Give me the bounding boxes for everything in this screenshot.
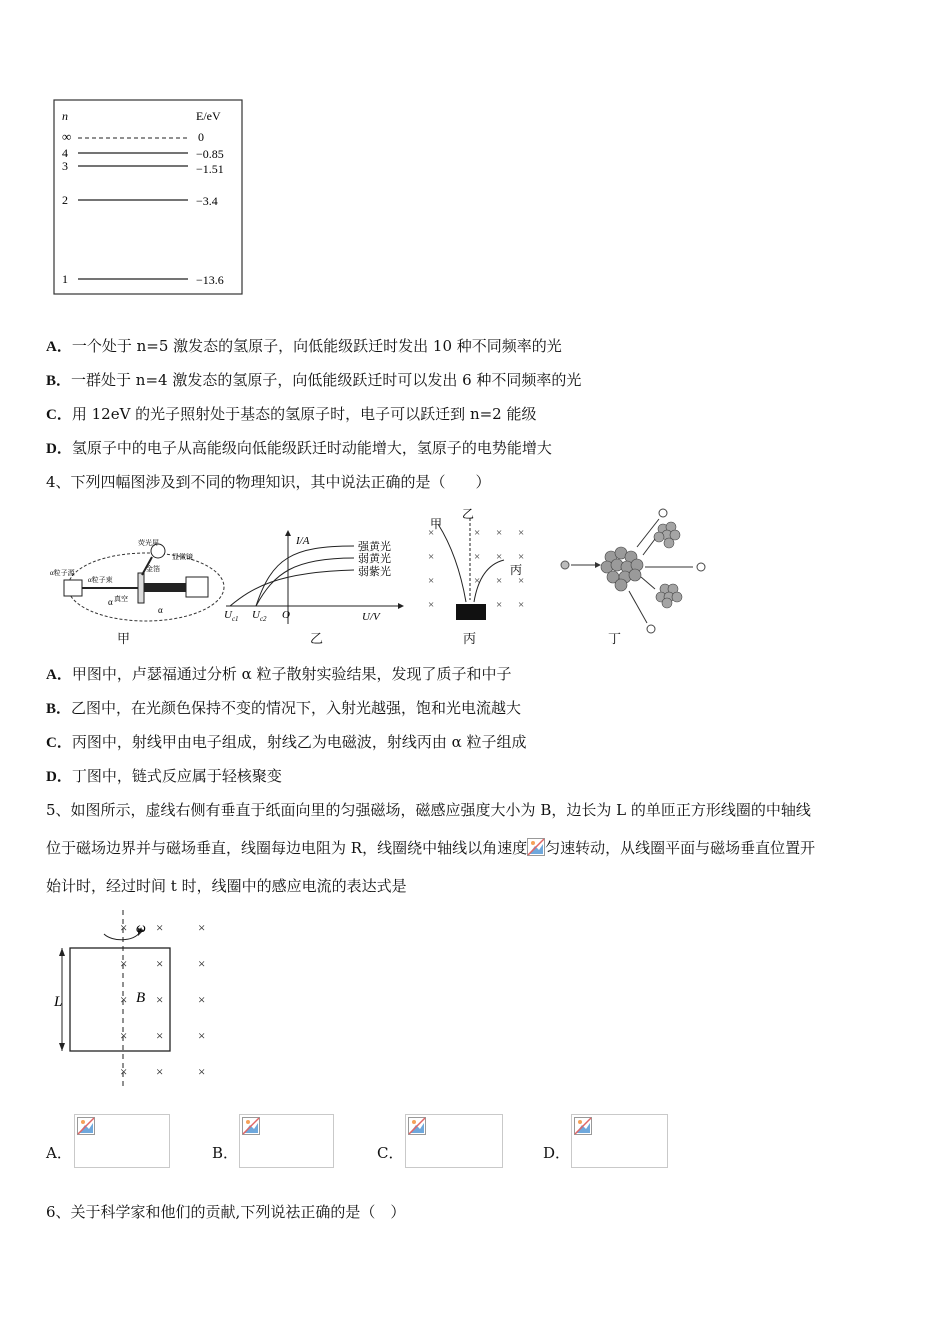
- svg-text:×: ×: [156, 920, 164, 935]
- fig-yi-origin: O: [282, 609, 290, 621]
- q5-stem-line1: 5、如图所示，虚线右侧有垂直于纸面向里的匀强磁场，磁感应强度大小为 B，边长为 L 的单匝正方形线圈的中轴线: [46, 801, 811, 819]
- broken-image-icon: [408, 1117, 426, 1135]
- fig-label-jia: 甲: [117, 632, 131, 647]
- energy-level-diagram: [50, 98, 250, 300]
- fig-jia-beam-label: α粒子束: [88, 576, 113, 584]
- broken-image-icon: [527, 838, 545, 856]
- q4-stem: 4、下列四幅图涉及到不同的物理知识，其中说法正确的是（ ）: [46, 473, 491, 491]
- q5-omega-label: ω: [136, 921, 146, 936]
- energy-e-header: E/eV: [196, 109, 221, 123]
- svg-text:×: ×: [428, 575, 435, 587]
- figure-ding-chain-reaction: [555, 505, 715, 635]
- q4-option-b: [46, 698, 521, 719]
- fig-bing-mark: ×: [428, 527, 435, 539]
- q6-stem: 6、关于科学家和他们的贡献,下列说祛正确的是（ ）: [46, 1203, 406, 1221]
- figure-yi-photoelectric: [222, 528, 412, 628]
- level-n-1: 1: [62, 272, 68, 286]
- svg-text:×: ×: [120, 1028, 128, 1043]
- q3-option-c-text: 用 12eV 的光子照射处于基态的氢原子时，电子可以跃迁到 n=2 能级: [71, 405, 537, 423]
- q5-option-d-letter: D．: [543, 1144, 571, 1162]
- level-e-inf: 0: [198, 130, 204, 144]
- broken-image-icon: [77, 1117, 95, 1135]
- fig-yi-legend-3: 弱紫光: [358, 566, 391, 578]
- figure-jia-alpha-scattering: [46, 535, 226, 630]
- fig-label-yi: 乙: [310, 632, 324, 647]
- q3-option-c: [46, 404, 537, 425]
- q3-option-a: [46, 336, 562, 357]
- q3-option-d: [46, 438, 552, 459]
- svg-text:×: ×: [156, 956, 164, 971]
- level-e-3: −1.51: [196, 162, 224, 176]
- fig-jia-source-label: α粒子源: [50, 569, 75, 577]
- q5-option-a-image: [74, 1114, 170, 1168]
- svg-text:×: ×: [156, 1064, 164, 1079]
- svg-text:×: ×: [496, 599, 503, 611]
- fig-bing-ray-yi: 乙: [462, 508, 475, 521]
- energy-n-header: n: [62, 109, 68, 123]
- svg-text:×: ×: [198, 1064, 206, 1079]
- svg-text:×: ×: [518, 575, 525, 587]
- broken-image-icon: [242, 1117, 260, 1135]
- svg-text:×: ×: [496, 551, 503, 563]
- svg-text:×: ×: [474, 527, 481, 539]
- svg-text:×: ×: [120, 992, 128, 1007]
- q4-option-c: [46, 732, 527, 753]
- fig-jia-foil-label: 金箔: [146, 565, 160, 573]
- fig-label-bing: 丙: [463, 632, 477, 647]
- svg-text:×: ×: [156, 992, 164, 1007]
- q4-option-a-letter: A．: [46, 667, 72, 683]
- svg-text:×: ×: [198, 992, 206, 1007]
- svg-text:×: ×: [496, 575, 503, 587]
- svg-text:×: ×: [518, 599, 525, 611]
- svg-text:×: ×: [156, 1028, 164, 1043]
- svg-text:α: α: [158, 605, 163, 615]
- q5-coil-figure: [48, 908, 228, 1090]
- level-e-4: −0.85: [196, 147, 224, 161]
- q3-option-d-text: 氢原子中的电子从高能级向低能级跃迁时动能增大，氢原子的电势能增大: [71, 439, 552, 457]
- q5-option-d-image: [571, 1114, 668, 1168]
- broken-image-icon: [574, 1117, 592, 1135]
- q4-option-c-text: 丙图中，射线甲由电子组成，射线乙为电磁波，射线丙由 α 粒子组成: [71, 733, 527, 751]
- svg-text:α: α: [108, 597, 113, 607]
- q5-option-c-image: [405, 1114, 503, 1168]
- svg-text:×: ×: [198, 920, 206, 935]
- q5-option-a-letter: A．: [46, 1144, 72, 1162]
- svg-text:×: ×: [198, 1028, 206, 1043]
- q5-option-b-image: [239, 1114, 334, 1168]
- svg-text:×: ×: [518, 527, 525, 539]
- fig-yi-legend-2: 弱黄光: [358, 553, 391, 565]
- q4-option-d-text: 丁图中，链式反应属于轻核聚变: [71, 767, 282, 785]
- fig-yi-u2: U: [252, 609, 260, 621]
- level-n-inf: ∞: [62, 129, 72, 144]
- level-e-2: −3.4: [196, 194, 218, 208]
- fig-bing-ray-jia: 甲: [430, 517, 443, 531]
- svg-text:×: ×: [474, 575, 481, 587]
- q4-option-b-letter: B．: [46, 701, 72, 717]
- svg-text:Uc2: [252, 609, 267, 623]
- level-n-2: 2: [62, 193, 68, 207]
- svg-text:×: ×: [428, 599, 435, 611]
- q3-option-a-letter: A．: [46, 339, 72, 355]
- q3-option-a-text: 一个处于 n=5 激发态的氢原子，向低能级跃迁时发出 10 种不同频率的光: [71, 337, 562, 355]
- svg-text:×: ×: [120, 956, 128, 971]
- level-e-1: −13.6: [196, 273, 224, 287]
- q4-option-a-text: 甲图中，卢瑟福通过分析 α 粒子散射实验结果，发现了质子和中子: [71, 665, 512, 683]
- fig-bing-ray-bing: 丙: [510, 563, 523, 577]
- q3-option-b-text: 一群处于 n=4 激发态的氢原子，向低能级跃迁时可以发出 6 种不同频率的光: [71, 371, 582, 389]
- fig-jia-screen-label: 荧光屏: [138, 539, 159, 547]
- svg-text:×: ×: [428, 551, 435, 563]
- q3-option-b-letter: B．: [46, 373, 72, 389]
- q5-stem-line2a: 位于磁场边界并与磁场垂直，线圈每边电阻为 R，线圈绕中轴线以角速度: [46, 839, 528, 857]
- svg-text:×: ×: [518, 551, 525, 563]
- q5-stem-line2b: 匀速转动，从线圈平面与磁场垂直位置开: [545, 839, 816, 857]
- q5-stem-line3: 始计时，经过时间 t 时，线圈中的感应电流的表达式是: [46, 877, 407, 895]
- fig-yi-xlabel: U/V: [362, 611, 380, 623]
- fig-jia-microscope-label: 显微镜: [172, 553, 193, 561]
- q4-option-d-letter: D．: [46, 769, 72, 785]
- fig-label-ding: 丁: [608, 632, 622, 647]
- level-n-3: 3: [62, 159, 68, 173]
- q3-option-d-letter: D．: [46, 441, 72, 457]
- q5-option-c-letter: C．: [377, 1144, 404, 1162]
- q3-option-c-letter: C．: [46, 407, 72, 423]
- q5-option-b-letter: B．: [212, 1144, 239, 1162]
- q3-option-b: [46, 370, 581, 391]
- fig-yi-legend-1: 强黄光: [358, 541, 391, 553]
- q5-b-label: B: [136, 990, 146, 1006]
- level-n-4: 4: [62, 146, 68, 160]
- figure-bing-radiation: [422, 508, 542, 626]
- q5-l-label: L: [54, 994, 63, 1010]
- q4-option-a: [46, 664, 512, 685]
- fig-yi-ylabel: I/A: [296, 535, 310, 547]
- fig-jia-vacuum-label: 真空: [114, 595, 128, 603]
- fig-yi-u1: U: [224, 609, 232, 621]
- svg-text:×: ×: [198, 956, 206, 971]
- q5-field-mark: ×: [120, 920, 128, 935]
- svg-text:×: ×: [120, 1064, 128, 1079]
- svg-text:×: ×: [496, 527, 503, 539]
- q4-option-d: [46, 766, 282, 787]
- q4-option-b-text: 乙图中，在光颜色保持不变的情况下，入射光越强，饱和光电流越大: [71, 699, 522, 717]
- fig-yi-u2-sub: c2: [259, 615, 267, 623]
- q4-option-c-letter: C．: [46, 735, 72, 751]
- svg-text:Uc1: [224, 609, 239, 623]
- fig-yi-u1-sub: c1: [231, 615, 239, 623]
- svg-text:×: ×: [474, 551, 481, 563]
- q5-stem-line2: [46, 838, 815, 858]
